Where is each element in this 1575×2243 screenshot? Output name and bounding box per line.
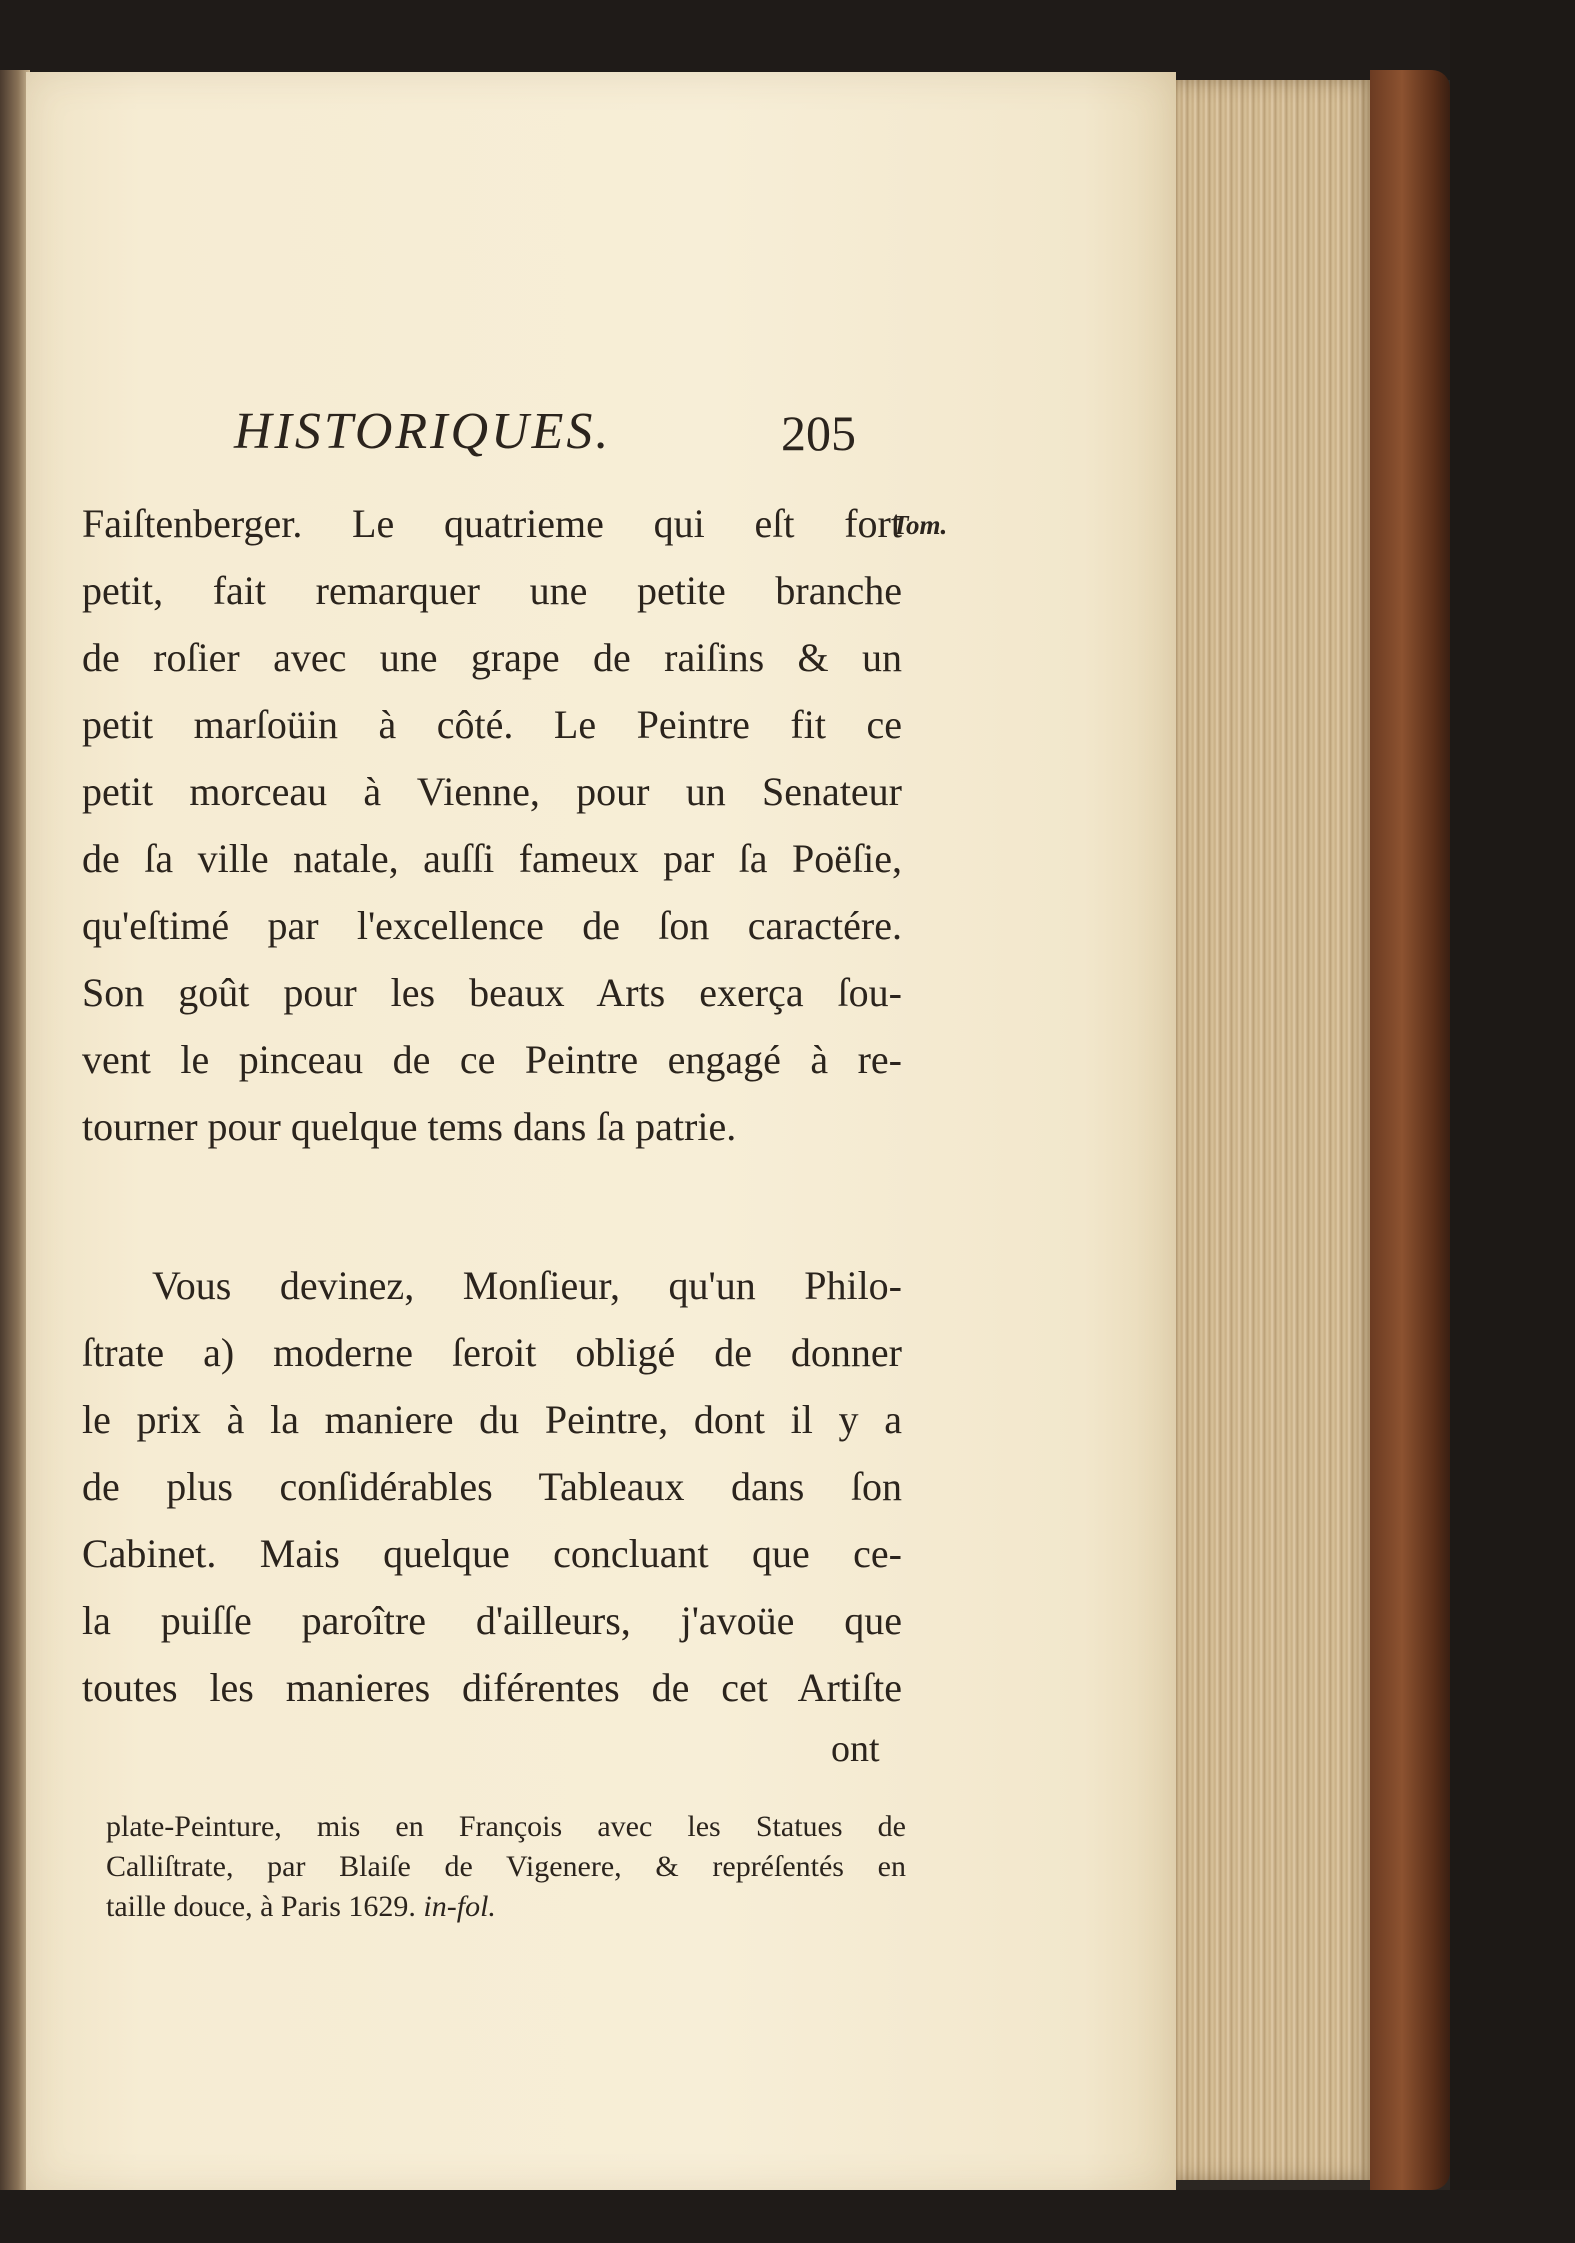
text-line: vent le pinceau de ce Peintre engagé à re- [82,1037,902,1082]
text-line: toutes les manieres diférentes de cet Artiſte [82,1665,902,1710]
text-line: Cabinet. Mais quelque concluant que ce- [82,1531,902,1576]
text-line: de ſa ville natale, auſſi fameux par ſa Poëſie, [82,836,902,881]
running-title: HISTORIQUES. [234,403,612,460]
footnote-line: Calliſtrate, par Blaiſe de Vigenere, & repréſentés en [106,1850,906,1883]
text-line: de plus conſidérables Tableaux dans ſon [82,1464,902,1509]
text-line: petit morceau à Vienne, pour un Senateur [82,769,902,814]
footnote-format: in-fol. [423,1890,496,1923]
page-block-edge [1176,80,1376,2180]
book-page [26,72,1176,2192]
text-line: Vous devinez, Monſieur, qu'un Philo- [152,1263,902,1308]
scan-background-right [1450,0,1575,2243]
text-line: ſtrate a) moderne ſeroit obligé de donner [82,1330,902,1375]
scan-background-bottom [0,2190,1575,2243]
footnote-line [106,1887,906,1927]
footnote-line: plate-Peinture, mis en François avec les Statues de [106,1810,906,1843]
text-line: petit marſoüin à côté. Le Peintre fit ce [82,702,902,747]
leather-binding [1370,70,1450,2190]
marginal-note: Tom. [892,510,948,540]
text-line: qu'eſtimé par l'excellence de ſon caractére. [82,903,902,948]
page-header [26,402,1176,472]
text-line: tourner pour quelque tems dans ſa patrie. [82,1104,737,1149]
page-number: 205 [781,405,856,461]
text-line: Son goût pour les beaux Arts exerça ſou- [82,970,902,1015]
catchword: ont [831,1728,880,1770]
text-line: Faiſtenberger. Le quatrieme qui eſt fort [82,501,902,546]
text-line: de roſier avec une grape de raiſins & un [82,635,902,680]
scan-background-top [0,0,1575,80]
paragraph-1 [82,490,902,1160]
text-line: petit, fait remarquer une petite branche [82,568,902,613]
text-line: le prix à la maniere du Peintre, dont il y a [82,1397,902,1442]
footnote-last-text: taille douce, à Paris 1629. [106,1890,416,1923]
text-line: la puiſſe paroître d'ailleurs, j'avoüe que [82,1598,902,1643]
paragraph-2 [82,1252,902,1721]
footnote [106,1807,906,1927]
